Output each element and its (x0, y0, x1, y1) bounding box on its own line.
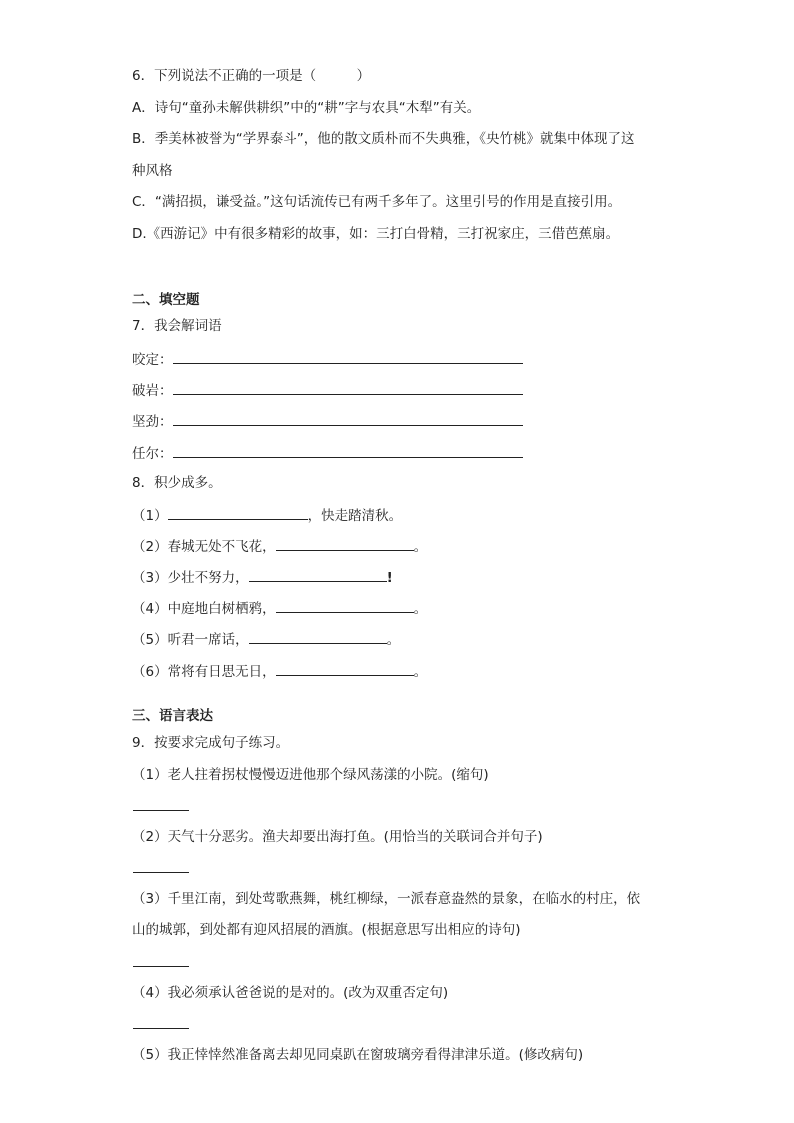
q7-term: 咬定： (132, 352, 173, 368)
q6-option-b-line1: B．季美林被誉为“学界泰斗”，他的散文质朴而不失典雅，《央竹桃》就集中体现了这 (132, 131, 635, 147)
answer-blank[interactable] (173, 380, 523, 395)
q9-sentence-3-line1: （3）千里江南，到处莺歌燕舞，桃红柳绿，一派春意盎然的景象，在临水的村庄，依 (132, 891, 641, 907)
answer-blank[interactable] (173, 411, 523, 426)
q8-stem: 8．积少成多。 (132, 475, 222, 491)
q8-item-5 (132, 629, 400, 649)
q9-sentence-5: （5）我正悻悻然准备离去却见同桌趴在窗玻璃旁看得津津乐道。(修改病句) (132, 1047, 584, 1063)
q9-sentence-4: （4）我必须承认爸爸说的是对的。(改为双重否定句) (132, 985, 449, 1001)
q8-item-2 (132, 536, 427, 556)
item-number: （2） (132, 539, 168, 555)
answer-blank[interactable] (276, 536, 414, 551)
answer-blank[interactable] (249, 567, 387, 582)
poem-before: 常将有日思无日， (167, 664, 276, 680)
poem-after: ，快走踏清秋。 (307, 508, 403, 524)
answer-blank[interactable] (173, 443, 523, 458)
poem-after: 。 (413, 539, 428, 555)
poem-after: 。 (413, 601, 428, 617)
q6-stem: 6．下列说法不正确的一项是（ ） (132, 68, 371, 84)
answer-blank[interactable] (249, 629, 387, 644)
q6-option-b-line2: 种风格 (132, 163, 173, 179)
q6-option-a: A．诗句“童孙未解供耕织”中的“耕”字与农具“木犁”有关。 (132, 100, 481, 116)
section2-title: 二、填空题 (132, 292, 200, 308)
item-number: （6） (132, 664, 168, 680)
answer-blank[interactable] (173, 349, 523, 364)
q7-item-2 (132, 380, 523, 400)
answer-line[interactable] (133, 872, 189, 873)
answer-blank[interactable] (276, 661, 414, 676)
item-number: （5） (132, 632, 168, 648)
q7-stem: 7．我会解词语 (132, 318, 222, 334)
q7-term: 破岩： (132, 383, 173, 399)
poem-after: ! (386, 570, 393, 586)
answer-blank[interactable] (276, 598, 414, 613)
q7-item-3 (132, 411, 523, 431)
q8-item-6 (132, 661, 427, 681)
q8-item-1 (132, 505, 402, 525)
item-number: （1） (132, 508, 168, 524)
q9-sentence-1: （1）老人拄着拐杖慢慢迈进他那个绿风荡漾的小院。(缩句) (132, 767, 489, 783)
q6-option-c: C．“满招损，谦受益。”这句话流传已有两千多年了。这里引号的作用是直接引用。 (132, 194, 622, 210)
item-number: （4） (132, 601, 168, 617)
poem-before: 听君一席话， (167, 632, 249, 648)
answer-blank[interactable] (168, 505, 308, 520)
answer-line[interactable] (133, 1028, 189, 1029)
answer-line[interactable] (133, 810, 189, 811)
q9-stem: 9．按要求完成句子练习。 (132, 735, 290, 751)
q9-sentence-2: （2）天气十分恶劣。渔夫却要出海打鱼。(用恰当的关联词合并句子) (132, 829, 543, 845)
q7-term: 坚劲： (132, 414, 173, 430)
q8-item-3 (132, 567, 393, 587)
q7-item-1 (132, 349, 523, 369)
poem-before: 少壮不努力， (167, 570, 249, 586)
poem-after: 。 (386, 632, 401, 648)
poem-before: 春城无处不飞花， (167, 539, 276, 555)
answer-line[interactable] (133, 966, 189, 967)
q6-option-d: D.《西游记》中有很多精彩的故事，如：三打白骨精，三打祝家庄，三借芭蕉扇。 (132, 226, 620, 242)
q7-term: 任尔： (132, 446, 173, 462)
poem-after: 。 (413, 664, 428, 680)
item-number: （3） (132, 570, 168, 586)
poem-before: 中庭地白树栖鸦， (167, 601, 276, 617)
q7-item-4 (132, 443, 523, 463)
q9-sentence-3-line2: 山的城郭，到处都有迎风招展的酒旗。(根据意思写出相应的诗句) (132, 922, 521, 938)
section3-title: 三、语言表达 (132, 708, 213, 724)
q8-item-4 (132, 598, 427, 618)
